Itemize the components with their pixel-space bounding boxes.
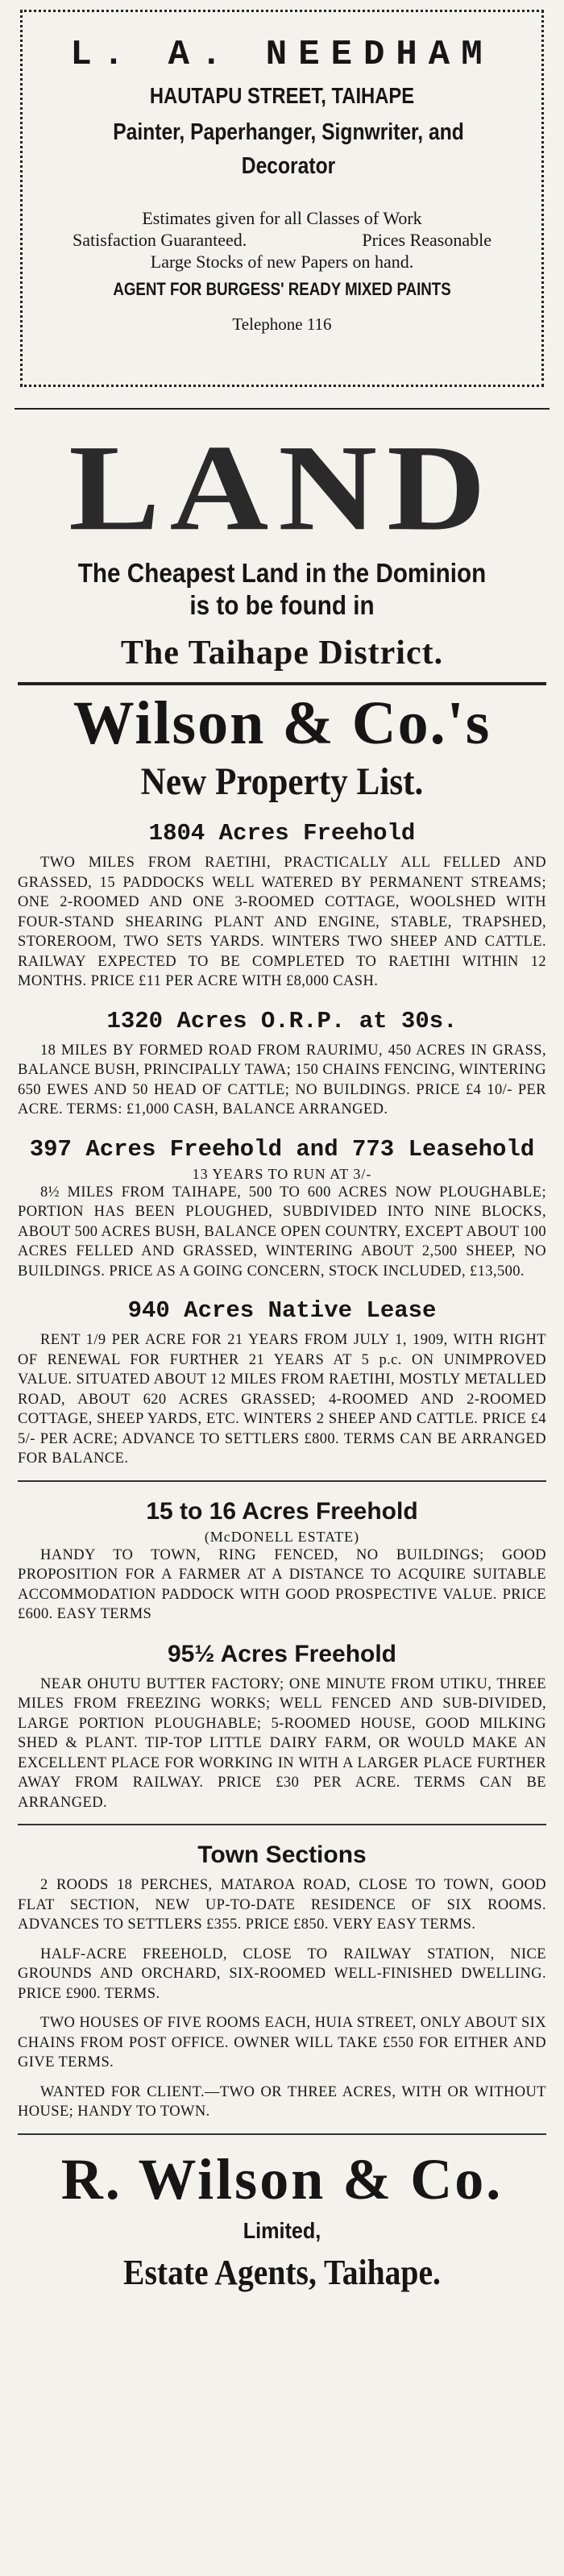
town-sections (15, 1841, 549, 2122)
town-item: TWO HOUSES OF FIVE ROOMS EACH, HUIA STREET, ONLY ABOUT SIX CHAINS FROM POST OFFICE. OWNER WILL TAKE £550 FOR EITHER AND GIVE TERMS. (18, 2015, 546, 2070)
listing-1804 (15, 820, 549, 992)
listing-text: TWO MILES FROM RAETIHI, PRACTICALLY ALL FELLED AND GRASSED, 15 PADDOCKS WELL WATERED BY PERMANENT STREAMS; ONE 2-ROOMED AND ONE 3-ROOMED COTTAGE, WOOLSHED WITH FOUR-STAND SHEARING PLANT AND ENGINE, STABLE, TRAPSHED, STOREROOM, TWO SETS YARDS. WINTERS TWO SHEEP AND CATTLE. RAILWAY EXPECTED TO BE COMPLETED TO RAETIHI WITHIN 12 MONTHS. PRICE £11 PER ACRE WITH £8,000 CASH. (18, 855, 546, 989)
needham-estimates-block (39, 207, 525, 273)
listing-95 (15, 1641, 549, 1813)
listing-subtitle: 13 YEARS TO RUN AT 3/- (192, 1165, 372, 1182)
needham-agent: AGENT FOR BURGESS' READY MIXED PAINTS (113, 279, 451, 299)
listing-title: 397 Acres Freehold and 773 Leasehold (29, 1135, 535, 1163)
cheapest-line2: is to be found in (189, 590, 375, 620)
listing-divider (18, 1824, 546, 1825)
company-title: Wilson & Co.'s (73, 689, 491, 757)
listing-title: 1320 Acres O.R.P. at 30s. (106, 1007, 458, 1034)
needham-stocks: Large Stocks of new Papers on hand. (150, 252, 414, 272)
section-divider (15, 408, 549, 410)
headline-divider (18, 682, 546, 685)
town-item: HALF-ACRE FREEHOLD, CLOSE TO RAILWAY STATION, NICE GROUNDS AND ORCHARD, SIX-ROOMED WELL-FINISHED DWELLING. PRICE £900. TERMS. (18, 1946, 546, 2002)
listing-text: 8½ MILES FROM TAIHAPE, 500 TO 600 ACRES NOW PLOUGHABLE; PORTION HAS BEEN PLOUGHED, SUBDIVIDED INTO NINE BLOCKS, ABOUT 500 ACRES BUSH, BALANCE OPEN COUNTRY, EXCEPT ABOUT 100 ACRES FELLED AND GRASSED, WINTERING ABOUT 2,500 SHEEP, NO BUILDINGS. PRICE AS A GOING CONCERN, STOCK INCLUDED, £13,500. (18, 1184, 546, 1280)
town-sections-title: Town Sections (197, 1841, 367, 1868)
listing-940 (15, 1297, 549, 1469)
needham-trades-line1: Painter, Paperhanger, Signwriter, and (113, 119, 464, 145)
listing-397 (15, 1136, 549, 1282)
footer-company: R. Wilson & Co. (60, 2146, 504, 2212)
listing-text: NEAR OHUTU BUTTER FACTORY; ONE MINUTE FROM UTIKU, THREE MILES FROM FREEZING WORKS; WELL FENCED AND SUB-DIVIDED, LARGE PORTION PLOUGHABLE; 5-ROOMED HOUSE, GOOD MILKING SHED & PLANT. TIP-TOP LITTLE DAIRY FARM, OR WOULD MAKE AN EXCELLENT PLACE FOR WORKING IN WITH A LARGER PLACE FURTHER AWAY FROM RAILWAY. PRICE £30 PER ACRE. TERMS CAN BE ARRANGED. (18, 1675, 546, 1811)
needham-telephone: Telephone 116 (232, 314, 332, 334)
needham-satisfaction: Satisfaction Guaranteed. (73, 230, 247, 250)
listing-text: 18 MILES BY FORMED ROAD FROM RAURIMU, 450 ACRES IN GRASS, BALANCE BUSH, PRINCIPALLY TAWA; 150 CHAINS FENCING, WINTERING 650 EWES AND 50 HEAD OF CATTLE; NO BUILDINGS. PRICE £4 10/- PER ACRE. TERMS: £1,000 CASH, BALANCE ARRANGED. (18, 1042, 546, 1117)
newspaper-page (0, 10, 564, 2576)
footer-estate-agents: Estate Agents, Taihape. (123, 2252, 441, 2292)
footer-divider (18, 2133, 546, 2135)
needham-estimates: Estimates given for all Classes of Work (142, 208, 422, 228)
listing-title: 95½ Acres Freehold (167, 1640, 397, 1667)
needham-street: HAUTAPU STREET, TAIHAPE (149, 83, 415, 108)
property-list-title: New Property List. (140, 760, 424, 803)
listing-1320 (15, 1008, 549, 1120)
listing-title: 940 Acres Native Lease (127, 1297, 437, 1324)
wanted-notice: WANTED FOR CLIENT.—TWO OR THREE ACRES, WITH OR WITHOUT HOUSE; HANDY TO TOWN. (18, 2083, 546, 2120)
footer-limited: Limited, (243, 2217, 321, 2243)
listing-subtitle: (McDONELL ESTATE) (204, 1528, 360, 1545)
land-headline: LAND (68, 419, 496, 556)
needham-guarantee-row (73, 229, 491, 251)
listing-text: RENT 1/9 PER ACRE FOR 21 YEARS FROM JULY 1, 1909, WITH RIGHT OF RENEWAL FOR FURTHER 21 YEARS AT 5 p.c. ON UNIMPROVED VALUE. SITUATED ABOUT 12 MILES FROM RAETIHI, MOSTLY METALLED ROAD, ABOUT 620 ACRES GRASSED; 4-ROOMED AND 2-ROOMED COTTAGE, SHEEP YARDS, ETC. WINTERS 2 SHEEP AND CATTLE. PRICE £4 5/- PER ACRE; ADVANCE TO SETTLERS £800. TERMS CAN BE ARRANGED FOR BALANCE. (18, 1332, 546, 1467)
needham-trades-line2: Decorator (241, 153, 336, 179)
needham-advertisement (20, 10, 544, 387)
district-headline: The Taihape District. (120, 635, 444, 672)
listing-title: 15 to 16 Acres Freehold (146, 1497, 418, 1525)
needham-prices: Prices Reasonable (362, 230, 491, 250)
needham-name: L. A. NEEDHAM (70, 35, 494, 75)
listing-title: 1804 Acres Freehold (148, 820, 416, 847)
town-item: 2 ROODS 18 PERCHES, MATAROA ROAD, CLOSE TO TOWN, GOOD FLAT SECTION, NEW UP-TO-DATE RESIDENCE OF SIX ROOMS. ADVANCES TO SETTLERS £355. PRICE £850. VERY EASY TERMS. (18, 1877, 546, 1933)
listing-text: HANDY TO TOWN, RING FENCED, NO BUILDINGS; GOOD PROPOSITION FOR A FARMER AT A DISTANCE TO ACQUIRE SUITABLE ACCOMMODATION PADDOCK WITH GOOD PROSPECTIVE VALUE. PRICE £600. EASY TERMS (18, 1546, 546, 1622)
cheapest-line1: The Cheapest Land in the Dominion (77, 558, 487, 588)
listing-divider (18, 1480, 546, 1482)
listing-15-16 (15, 1498, 549, 1625)
